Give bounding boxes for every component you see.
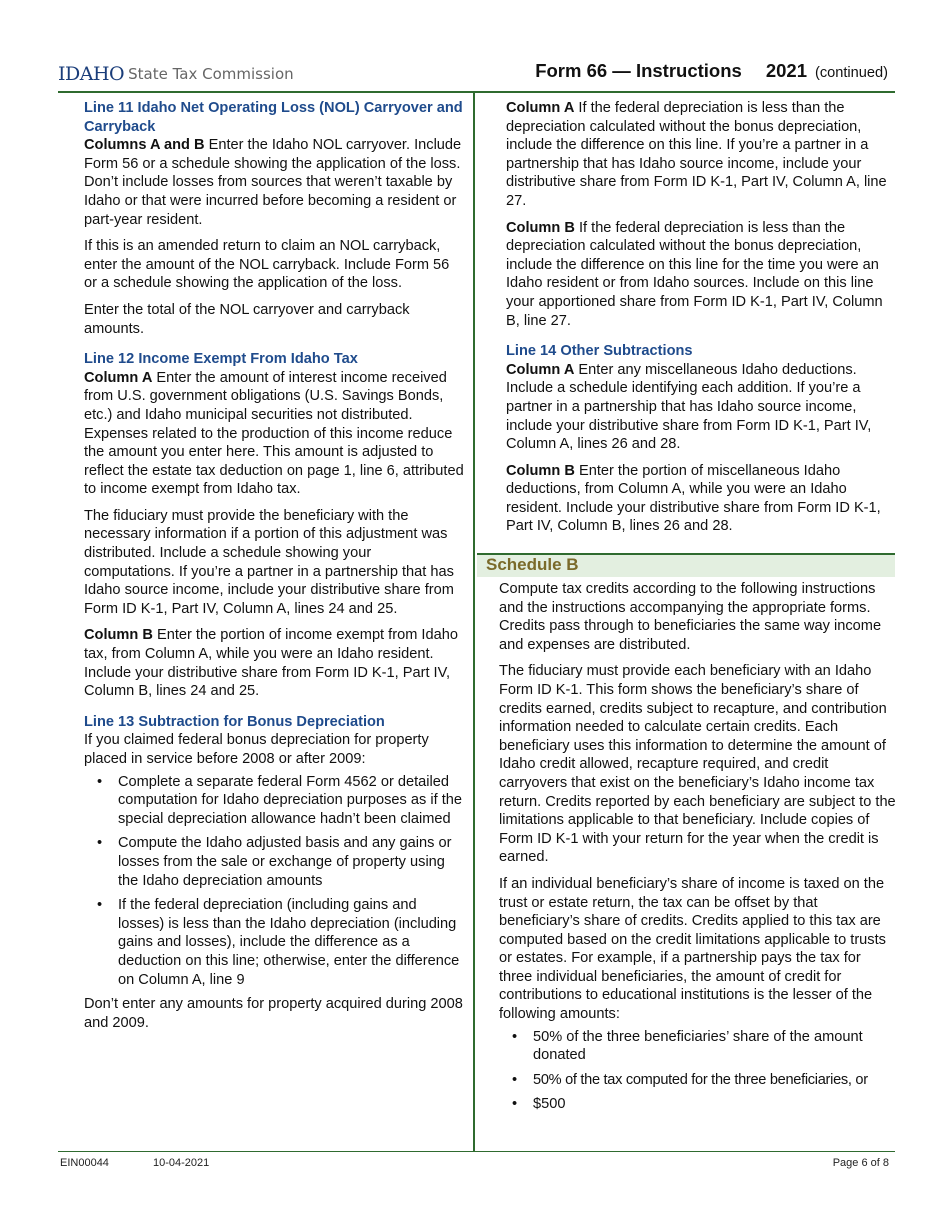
page-header bbox=[58, 58, 888, 90]
line-11-heading: Line 11 Idaho Net Operating Loss (NOL) Carryover and Carryback bbox=[84, 100, 463, 135]
list-item: • If the federal depreciation (including gains and losses) is less than the Idaho depreciation (including gains and losses), include the difference as a deduction on this line; otherwise, enter the difference on Column A, line 9 bbox=[97, 897, 460, 988]
line-13-outro: Don’t enter any amounts for property acquired during 2008 and 2009. bbox=[84, 996, 463, 1031]
line-12-heading: Line 12 Income Exempt From Idaho Tax bbox=[84, 351, 358, 368]
footer-date: 10-04-2021 bbox=[153, 1157, 210, 1169]
line-12-paragraph-3: Column B Enter the portion of income exempt from Idaho tax, from Column A, while you were an Idaho resident. Include your distributive share from Form ID K-1, Part IV, Column B, lines 24 and 25. bbox=[84, 627, 458, 700]
logo-text: State Tax Commission bbox=[128, 64, 294, 83]
form-year: 2021 bbox=[765, 60, 807, 81]
bullet-icon: • bbox=[512, 1096, 518, 1113]
schedule-b-paragraph-1: Compute tax credits according to the following instructions and the instructions accompanying the appropriate forms. Credits pass through to beneficiaries the same way income and expenses are distributed. bbox=[499, 581, 882, 653]
line-13-heading: Line 13 Subtraction for Bonus Depreciation bbox=[84, 713, 385, 730]
left-column bbox=[84, 99, 464, 1044]
list-item: • $500 bbox=[512, 1096, 566, 1113]
schedule-b-header bbox=[477, 553, 895, 577]
document-title bbox=[535, 62, 888, 83]
bullet-icon: • bbox=[512, 1028, 518, 1045]
line-12-paragraph-2: The fiduciary must provide the beneficiary with the necessary information if a portion of this adjustment was distributed. Include a schedule showing your computations. If you’re a partner in a partnership that has Idaho source income, include your distributive share from Form ID K-1, Part IV, Column A, lines 24 and 25. bbox=[84, 507, 454, 617]
bullet-icon: • bbox=[97, 835, 103, 852]
bullet-icon: • bbox=[97, 773, 103, 790]
list-item: • Complete a separate federal Form 4562 or detailed computation for Idaho depreciation purposes as if the special depreciation allowance hadn’t been claimed bbox=[97, 773, 462, 827]
line-12-section bbox=[84, 350, 464, 701]
schedule-b-title: Schedule B bbox=[486, 555, 579, 574]
line-11-paragraph-3: Enter the total of the NOL carryover and carryback amounts. bbox=[84, 301, 410, 337]
schedule-b-bullet-list bbox=[499, 1028, 896, 1114]
list-item: • Compute the Idaho adjusted basis and any gains or losses from the sale or exchange of property using the Idaho depreciation amounts bbox=[97, 835, 452, 889]
continued-label: (continued) bbox=[814, 65, 888, 81]
right-column bbox=[506, 99, 896, 548]
logo-mark: IDAHO bbox=[58, 62, 125, 85]
idaho-logo bbox=[58, 64, 294, 84]
line-11-section bbox=[84, 99, 464, 338]
line-13-column-a: Column A If the federal depreciation is less than the depreciation calculated without the bonus depreciation, include the difference on this line. If you’re a partner in a partnership that has Idaho source income, include your distributive share from Form ID K-1, Part IV, Column A, line 27. bbox=[506, 100, 887, 209]
schedule-b-body bbox=[499, 580, 896, 1120]
line-13-section bbox=[84, 713, 464, 1033]
footer-rule bbox=[58, 1151, 895, 1152]
line-14-heading: Line 14 Other Subtractions bbox=[506, 343, 693, 360]
schedule-b-paragraph-2: The fiduciary must provide each beneficiary with an Idaho Form ID K-1. This form shows the beneficiary’s share of credits earned, credits subject to recapture, and contribution information needed to calculate certain credits. Each beneficiary uses this information to determine the amount of Idaho credit allowed, recapture required, and credit carryovers that exist on the beneficiary’s Idaho income tax return. Credits reported by each beneficiary are subject to the limitations applicable to that beneficiary. Include copies of Form ID K-1 with your return for the year when the credit is earned. bbox=[499, 663, 896, 866]
line-14-section bbox=[506, 342, 896, 536]
schedule-b-paragraph-3: If an individual beneficiary’s share of income is taxed on the trust or estate return, the tax can be offset by that beneficiary’s share of credits. Credits applied to this tax are computed based on the credit limitations applicable to trusts or estates. For example, if a partnership pays the tax for three individual beneficiaries, the amount of credit for contributions to educational institutions is the lesser of the following amounts: bbox=[499, 875, 886, 1023]
footer-form-code: EIN00044 bbox=[60, 1157, 109, 1169]
line-13-intro: If you claimed federal bonus depreciation for property placed in service before 2008 or after 2009: bbox=[84, 732, 429, 767]
line-13-bullet-list bbox=[84, 773, 464, 990]
line-14-paragraph-2: Column B Enter the portion of miscellaneous Idaho deductions, from Column A, while you were an Idaho resident. Include your distributive share from Form ID K-1, Part IV, Column B, lines 26 and 28. bbox=[506, 462, 881, 535]
line-14-paragraph-1: Column A Enter any miscellaneous Idaho deductions. Include a schedule identifying each addition. If you’re a partner in a partnership that has Idaho source income, include your distributive share from Form ID K-1, Part IV, Column A, lines 26 and 28. bbox=[506, 361, 872, 453]
footer-page-number: Page 6 of 8 bbox=[832, 1157, 889, 1169]
line-11-columns-label: Columns A and B bbox=[84, 137, 205, 154]
form-title: Form 66 — Instructions bbox=[535, 60, 742, 81]
list-item: • 50% of the tax computed for the three beneficiaries, or bbox=[512, 1071, 868, 1088]
header-rule bbox=[58, 91, 895, 93]
line-11-paragraph-1: Columns A and B Enter the Idaho NOL carryover. Include Form 56 or a schedule showing the application of the loss. Don’t include losses from sources that weren’t taxable by Idaho or that were incurred before becoming a resident or part-year resident. bbox=[84, 137, 462, 228]
line-12-paragraph-1: Column A Enter the amount of interest income received from U.S. government obligations (U.S. Savings Bonds, etc.) and Idaho municipal securities not distributed. Expenses related to the production of this income reduce the amount you enter here. This amount is adjusted to reflect the estate tax deduction on page 1, line 6, attributed to income exempt from Idaho tax. bbox=[84, 369, 464, 498]
list-item: • 50% of the three beneficiaries’ share of the amount donated bbox=[512, 1028, 863, 1064]
bullet-icon: • bbox=[512, 1071, 518, 1088]
column-divider bbox=[473, 93, 475, 1151]
bullet-icon: • bbox=[97, 897, 103, 914]
line-13-column-b: Column B If the federal depreciation is less than the depreciation calculated without the bonus depreciation, include the difference on this line for the time you were an Idaho resident or from Idaho sources. Include on this line your apportioned share from Form ID K-1, Part IV, Column B, line 27. bbox=[506, 219, 883, 329]
line-11-paragraph-2: If this is an amended return to claim an NOL carryback, enter the amount of the NOL carryback. Include Form 56 or a schedule showing the application of the loss. bbox=[84, 238, 450, 292]
